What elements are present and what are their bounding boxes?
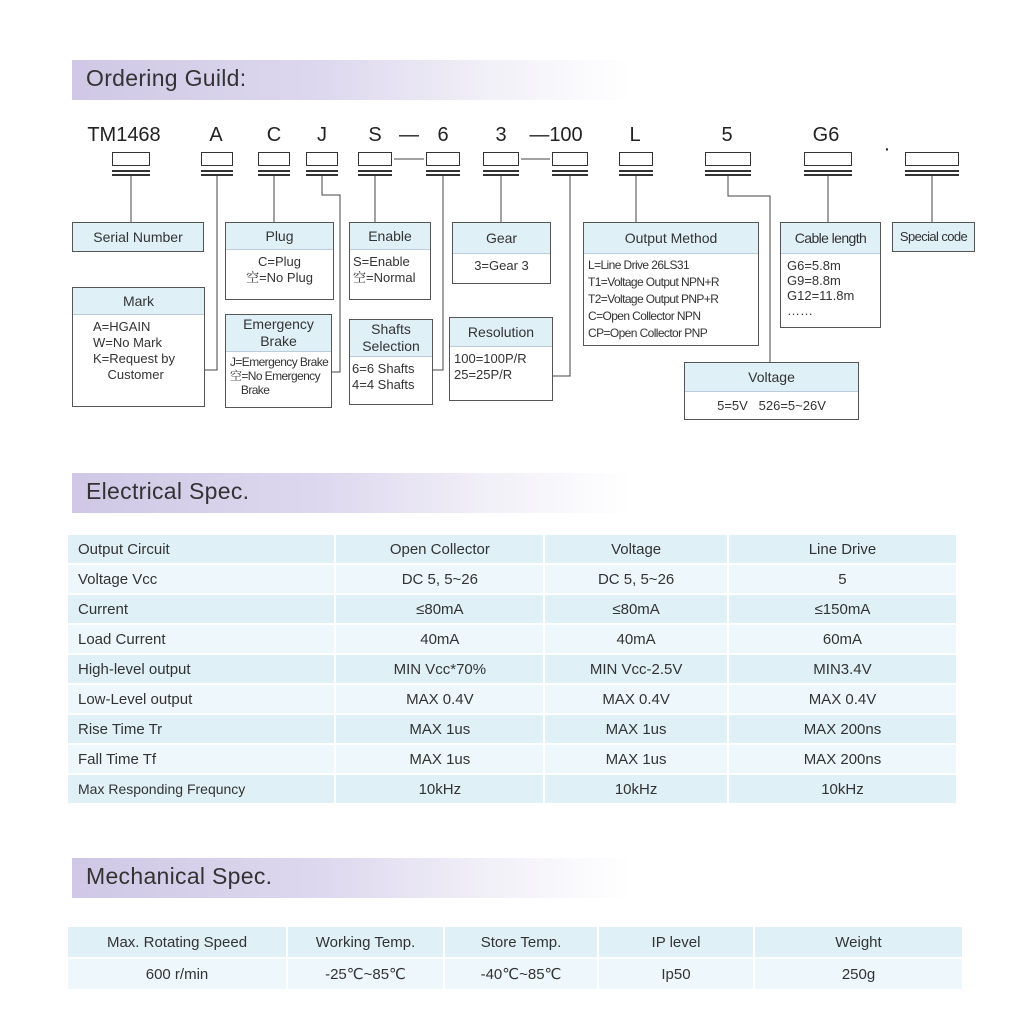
cable-length-title: Cable length — [781, 223, 880, 254]
voltage-body: 5=5V 526=5~26V — [717, 398, 826, 413]
table-row — [68, 625, 956, 653]
mech-value-cell: -40℃~85℃ — [445, 959, 597, 989]
resolution-body: 100=100P/R 25=25P/R — [454, 351, 527, 382]
electrical-section-header — [72, 473, 632, 513]
mech-value-cell: Ip50 — [599, 959, 753, 989]
shafts-body: 6=6 Shafts 4=4 Shafts — [352, 360, 415, 392]
code-gear: 3 — [495, 124, 507, 146]
mech-value-cell: 250g — [755, 959, 962, 989]
output-method-title: Output Method — [584, 223, 758, 254]
gear-title: Gear — [453, 223, 550, 254]
table-row — [68, 655, 956, 683]
table-row — [68, 715, 956, 743]
mechanical-title: Mechanical Spec. — [86, 863, 273, 889]
spec-label-cell: Max Responding Frequncy — [68, 775, 334, 803]
enable-body: S=Enable 空=Normal — [353, 254, 416, 285]
spec-value-cell: ≤80mA — [336, 595, 543, 623]
code-plug: C — [266, 124, 282, 146]
emergency-brake-title: Emergency Brake — [226, 315, 331, 352]
code-model: TM1468 — [87, 124, 161, 146]
resolution-title: Resolution — [450, 318, 552, 347]
resolution-box — [449, 317, 553, 401]
cable-length-box — [780, 222, 881, 328]
voltage-box — [684, 362, 859, 420]
spec-value-cell: MIN Vcc-2.5V — [545, 655, 727, 683]
mark-title: Mark — [73, 288, 204, 315]
table-row — [68, 685, 956, 713]
serial-number-label: Serial Number — [73, 223, 203, 251]
code-voltage: 5 — [721, 124, 733, 146]
output-method-box — [583, 222, 759, 346]
enable-box — [349, 222, 431, 300]
spec-value-cell: MIN3.4V — [729, 655, 956, 683]
spec-value-cell: DC 5, 5~26 — [545, 565, 727, 593]
plug-title: Plug — [226, 223, 333, 250]
spec-label-cell: Output Circuit — [68, 535, 334, 563]
spec-label-cell: Voltage Vcc — [68, 565, 334, 593]
spec-value-cell: 60mA — [729, 625, 956, 653]
spec-value-cell: Open Collector — [336, 535, 543, 563]
spec-value-cell: 10kHz — [729, 775, 956, 803]
mech-value-cell: 600 r/min — [68, 959, 286, 989]
code-brake: J — [317, 124, 327, 146]
spec-label-cell: Fall Time Tf — [68, 745, 334, 773]
spec-label-cell: Rise Time Tr — [68, 715, 334, 743]
voltage-title: Voltage — [685, 363, 858, 392]
spec-value-cell: 10kHz — [545, 775, 727, 803]
mech-header-cell: Weight — [755, 927, 962, 957]
code-mark: A — [209, 124, 223, 146]
serial-number-box — [72, 222, 204, 252]
spec-label-cell: High-level output — [68, 655, 334, 683]
spec-value-cell: MAX 1us — [336, 745, 543, 773]
special-code-label: Special code — [893, 223, 974, 251]
table-row — [68, 775, 956, 803]
mech-value-cell: -25℃~85℃ — [288, 959, 443, 989]
mechanical-value-row — [68, 959, 962, 989]
spec-value-cell: 5 — [729, 565, 956, 593]
enable-title: Enable — [350, 223, 430, 250]
emergency-brake-body: J=Emergency Brake 空=No Emergency Brake — [230, 354, 329, 397]
table-row — [68, 535, 956, 563]
spec-value-cell: MAX 0.4V — [545, 685, 727, 713]
spec-value-cell: 40mA — [336, 625, 543, 653]
spec-value-cell: MAX 200ns — [729, 715, 956, 743]
spec-value-cell: MAX 1us — [545, 745, 727, 773]
shafts-title: Shafts Selection — [350, 320, 432, 357]
code-enable: S — [368, 124, 382, 146]
spec-value-cell: MAX 1us — [545, 715, 727, 743]
special-code-box — [892, 222, 975, 252]
spec-value-cell: Line Drive — [729, 535, 956, 563]
plug-box — [225, 222, 334, 300]
spec-value-cell: MAX 200ns — [729, 745, 956, 773]
mark-body: A=HGAIN W=No Mark K=Request by Customer — [93, 319, 176, 382]
mech-header-cell: Store Temp. — [445, 927, 597, 957]
mech-header-cell: Max. Rotating Speed — [68, 927, 286, 957]
code-output: L — [629, 124, 641, 146]
electrical-spec-table — [66, 533, 958, 805]
mech-header-cell: IP level — [599, 927, 753, 957]
mechanical-header-row — [68, 927, 962, 957]
ordering-title: Ordering Guild: — [86, 65, 247, 91]
spec-value-cell: Voltage — [545, 535, 727, 563]
mechanical-section-header — [72, 858, 632, 898]
gear-box — [452, 222, 551, 284]
mechanical-spec-table — [66, 925, 964, 991]
output-method-body: L=Line Drive 26LS31 T1=Voltage Output NPN+R T2=Voltage Output PNP+R C=Open Collector NPN CP=Open Collector PNP — [588, 258, 719, 340]
table-row — [68, 565, 956, 593]
spec-label-cell: Low-Level output — [68, 685, 334, 713]
spec-value-cell: MAX 0.4V — [336, 685, 543, 713]
table-row — [68, 595, 956, 623]
mech-header-cell: Working Temp. — [288, 927, 443, 957]
spec-label-cell: Current — [68, 595, 334, 623]
code-dot: · — [883, 138, 891, 160]
spec-value-cell: ≤80mA — [545, 595, 727, 623]
spec-value-cell: 10kHz — [336, 775, 543, 803]
gear-body: 3=Gear 3 — [474, 258, 529, 273]
spec-label-cell: Load Current — [68, 625, 334, 653]
code-resolution: —100 — [529, 124, 583, 146]
code-cable: G6 — [812, 124, 840, 146]
code-shafts: 6 — [437, 124, 449, 146]
emergency-brake-box — [225, 314, 332, 408]
spec-value-cell: MAX 1us — [336, 715, 543, 743]
cable-length-body: G6=5.8m G9=8.8m G12=11.8m …… — [787, 258, 855, 318]
shafts-box — [349, 319, 433, 405]
spec-value-cell: 40mA — [545, 625, 727, 653]
spec-value-cell: MAX 0.4V — [729, 685, 956, 713]
plug-body: C=Plug 空=No Plug — [246, 254, 313, 285]
spec-value-cell: ≤150mA — [729, 595, 956, 623]
spec-value-cell: MIN Vcc*70% — [336, 655, 543, 683]
electrical-title: Electrical Spec. — [86, 478, 250, 504]
table-row — [68, 745, 956, 773]
spec-value-cell: DC 5, 5~26 — [336, 565, 543, 593]
code-dash: — — [399, 124, 419, 146]
mark-box — [72, 287, 205, 407]
